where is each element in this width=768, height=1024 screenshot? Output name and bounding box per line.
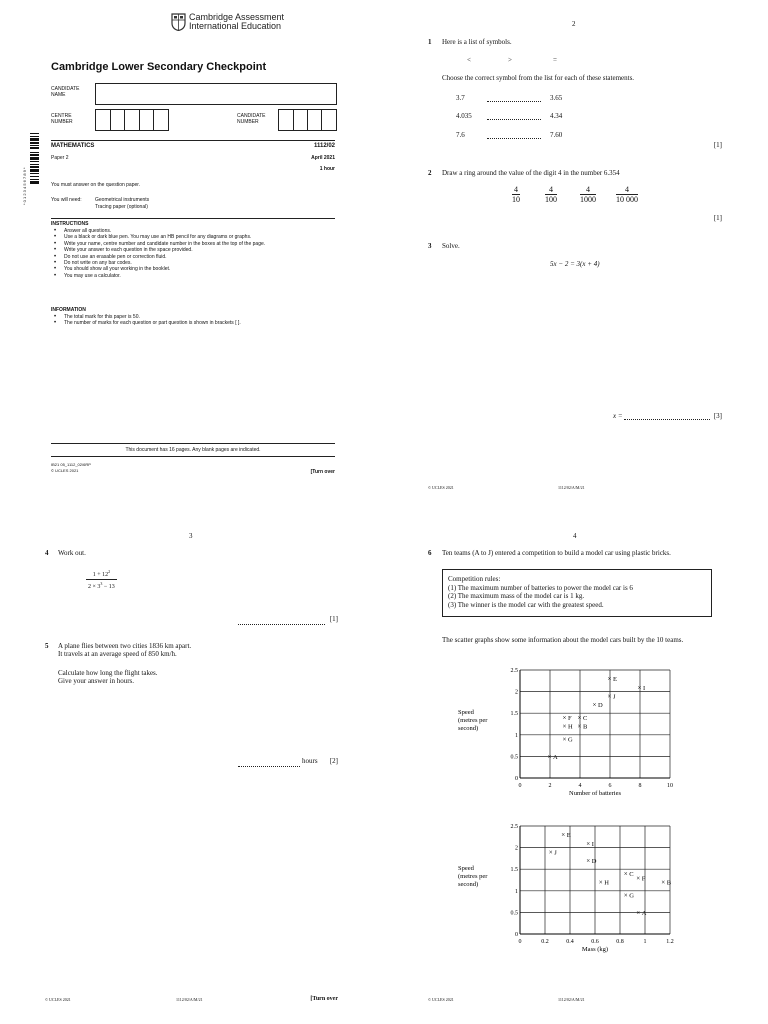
marks: [1]	[713, 141, 722, 149]
data-point-label: C	[629, 871, 634, 879]
statement-right: 3.65	[550, 94, 563, 102]
turn-over: [Turn over	[310, 469, 335, 475]
barcode-bar	[30, 179, 39, 180]
equation: 5x − 2 = 3(x + 4)	[550, 260, 600, 268]
information-heading: INFORMATION	[51, 307, 86, 313]
instructions-list	[51, 228, 335, 279]
answer-line[interactable]	[238, 766, 300, 767]
footer-copyright: © UCLES 2021	[428, 485, 454, 490]
y-tick-label: 1	[515, 732, 518, 739]
instruction-item: • Answer all questions.	[51, 228, 335, 234]
marks: [2]	[329, 757, 338, 765]
statement-right: 7.60	[550, 131, 563, 139]
answer-line[interactable]	[238, 624, 325, 625]
question-text: Solve.	[442, 242, 460, 250]
symbol-less-than: <	[467, 56, 471, 64]
x-tick-label: 1	[643, 939, 647, 945]
divider	[51, 456, 335, 457]
data-point-label: J	[613, 693, 616, 701]
barcode-bar	[30, 166, 39, 168]
statement-left: 3.7	[456, 94, 465, 102]
duration: 1 hour	[319, 166, 335, 172]
answer-line[interactable]	[487, 101, 541, 102]
footer-code: 1112/02/A/M/21	[176, 997, 203, 1002]
data-point-a: ×	[636, 908, 641, 917]
data-point-label: B	[666, 879, 672, 887]
question-page-3	[0, 512, 384, 1024]
footer-code: 1112/02/A/M/21	[558, 485, 585, 490]
y-axis-label: Speed	[458, 709, 474, 716]
graphs-intro: The scatter graphs show some information about the model cars built by the 10 teams.	[442, 636, 684, 644]
marks: [1]	[329, 615, 338, 623]
data-point-label: E	[613, 676, 617, 684]
data-point-j: ×	[607, 692, 612, 701]
instructions-heading: INSTRUCTIONS	[51, 221, 89, 227]
barcode	[30, 133, 39, 207]
page-number: 3	[189, 532, 193, 540]
divider	[51, 443, 335, 444]
question-number: 4	[45, 549, 49, 557]
question-number: 2	[428, 169, 432, 177]
data-point-label: F	[641, 875, 646, 883]
statement-right: 4.34	[550, 112, 563, 120]
data-point-i: ×	[586, 839, 591, 848]
exam-title: Cambridge Lower Secondary Checkpoint	[51, 61, 267, 73]
copyright: © UCLES 2021	[51, 468, 79, 473]
reference-code: IB21 05_1112_02/6RP	[51, 462, 91, 467]
paper-number: Paper 2	[51, 155, 69, 161]
data-point-label: A	[641, 909, 647, 917]
barcode-bar	[30, 157, 39, 160]
question-number: 6	[428, 549, 432, 557]
fraction-option[interactable]: $\frac{4}{10}$	[512, 185, 520, 204]
x-tick-label: 2	[548, 783, 552, 789]
information-list	[51, 314, 335, 327]
instruction-item: • Use a black or dark blue pen. You may use an HB pencil for any diagrams or graphs.	[51, 234, 335, 240]
y-tick-label: 2.5	[510, 824, 518, 830]
data-point-label: B	[583, 723, 588, 731]
exam-date: April 2021	[311, 155, 335, 161]
data-point-label: D	[598, 702, 603, 710]
barcode-bar	[30, 154, 39, 156]
x-tick-label: 10	[667, 783, 673, 789]
page-number: 2	[572, 20, 576, 28]
data-point-e: ×	[561, 831, 566, 840]
data-point-d: ×	[586, 857, 591, 866]
cover-page	[0, 0, 384, 512]
data-point-i: ×	[637, 683, 642, 692]
question-text: Draw a ring around the value of the digit 4 in the number 6.354	[442, 169, 620, 177]
information-item: • The total mark for this paper is 50.	[51, 314, 335, 320]
symbol-greater-than: >	[508, 56, 512, 64]
fraction-option[interactable]: $\frac{4}{1000}$	[580, 185, 596, 204]
cambridge-logo-icon	[171, 13, 186, 31]
barcode-bar	[30, 176, 39, 177]
centre-number-label: CENTRE NUMBER	[51, 113, 73, 125]
footer-copyright: © UCLES 2021	[45, 997, 71, 1002]
data-point-label: F	[568, 715, 572, 723]
instruction-item: • Do not write on any bar codes.	[51, 260, 335, 266]
rules-text: Competition rules: (1) The maximum number of batteries to power the model car is 6 (2) The maximum mass of the model car is 1 kg. (3) The winner is the model car with the greatest speed.	[448, 575, 633, 609]
data-point-f: ×	[636, 874, 641, 883]
fraction-option[interactable]: $\frac{4}{10 000}$	[616, 185, 638, 204]
data-point-b: ×	[661, 878, 666, 887]
x-tick-label: 0.8	[616, 939, 624, 945]
answer-label: x =	[613, 412, 623, 420]
expression-fraction: $\frac{1 + 12^2}{2 \times 3^3 - 13}$	[88, 569, 115, 590]
data-point-label: D	[591, 858, 597, 866]
y-tick-label: 2.5	[510, 668, 518, 674]
barcode-bar	[30, 161, 39, 162]
data-point-c: ×	[623, 870, 628, 879]
instruction-item: • You may use a calculator.	[51, 273, 335, 279]
candidate-number-field[interactable]	[278, 109, 337, 131]
x-tick-label: 0.6	[591, 939, 599, 945]
subject: MATHEMATICS	[51, 143, 95, 149]
barcode-bar	[30, 133, 39, 134]
answer-unit: hours	[302, 757, 318, 765]
y-axis-label: second)	[458, 725, 479, 732]
data-point-g: ×	[623, 891, 628, 900]
question-instruction: Choose the correct symbol from the list for each of these statements.	[442, 74, 635, 82]
y-tick-label: 0.5	[510, 910, 518, 917]
candidate-number-label: CANDIDATE NUMBER	[237, 113, 266, 125]
footer-copyright: © UCLES 2021	[428, 997, 454, 1002]
barcode-bar	[30, 147, 39, 149]
data-point-label: G	[629, 892, 634, 900]
data-point-label: A	[553, 753, 558, 761]
barcode-bar	[30, 173, 39, 174]
data-point-h: ×	[598, 878, 603, 887]
y-axis-label: (metres per	[458, 717, 488, 724]
data-point-label: J	[554, 849, 557, 857]
data-point-c: ×	[577, 714, 582, 723]
question-page-2	[384, 0, 768, 512]
page-number: 4	[573, 532, 577, 540]
question-page-4	[384, 512, 768, 1024]
instruction-item: • Write your name, centre number and candidate number in the boxes at the top of the page.	[51, 241, 335, 247]
y-tick-label: 0.5	[510, 754, 518, 761]
candidate-name-label: CANDIDATE NAME	[51, 86, 80, 98]
you-need-label: You will need:	[51, 197, 82, 203]
y-axis-label: (metres per	[458, 873, 488, 880]
x-tick-label: 0	[518, 783, 522, 789]
question-number: 1	[428, 38, 432, 46]
y-tick-label: 1.5	[510, 867, 518, 874]
instruction-item: • Do not use an erasable pen or correction fluid.	[51, 254, 335, 260]
data-point-h: ×	[562, 722, 567, 731]
marks: [1]	[713, 214, 722, 222]
instruction-item: • You should show all your working in the booklet.	[51, 266, 335, 272]
brand-line-1: Cambridge Assessment	[189, 12, 285, 22]
data-point-e: ×	[607, 675, 612, 684]
barcode-text: * 0 1 2 3 4 5 6 7 8 9 *	[22, 167, 27, 205]
must-answer-note: You must answer on the question paper.	[51, 182, 141, 188]
data-point-a: ×	[547, 752, 552, 761]
statement-left: 4.035	[456, 112, 472, 120]
question-text: Here is a list of symbols.	[442, 38, 512, 46]
question-text: Work out.	[58, 549, 86, 557]
x-tick-label: 0.4	[566, 939, 574, 945]
y-tick-label: 1	[515, 888, 518, 895]
data-point-label: E	[566, 832, 571, 840]
brand-line-2: International Education	[189, 21, 282, 31]
data-point-label: I	[591, 840, 594, 848]
y-tick-label: 0	[515, 776, 518, 782]
data-point-d: ×	[592, 701, 597, 710]
data-point-label: C	[583, 715, 588, 723]
need-item: Tracing paper (optional)	[95, 204, 148, 210]
information-item: • The number of marks for each question or part question is shown in brackets [ ].	[51, 320, 335, 326]
y-axis-label: Speed	[458, 865, 474, 872]
page-count-note: This document has 16 pages. Any blank pages are indicated.	[125, 447, 261, 453]
question-number: 3	[428, 242, 432, 250]
x-tick-label: 0.2	[541, 939, 549, 945]
scatter-chart-batteries	[458, 662, 688, 812]
barcode-bar	[30, 164, 39, 165]
data-point-label: I	[643, 684, 646, 692]
answer-line[interactable]	[487, 119, 541, 120]
x-tick-label: 4	[578, 783, 582, 789]
data-point-label: H	[604, 879, 609, 887]
data-point-j: ×	[548, 848, 553, 857]
scatter-chart-mass	[458, 818, 688, 968]
data-point-f: ×	[562, 714, 567, 723]
barcode-bar	[30, 138, 39, 141]
y-tick-label: 2	[515, 689, 518, 696]
symbol-equals: =	[553, 56, 557, 64]
y-tick-label: 0	[515, 932, 518, 938]
divider	[51, 218, 335, 219]
question-text: A plane flies between two cities 1836 km apart. It travels at an average speed of 850 km/h.	[58, 642, 192, 658]
data-point-label: G	[568, 736, 573, 744]
y-tick-label: 2	[515, 845, 518, 852]
answer-line[interactable]	[624, 419, 710, 420]
answer-line[interactable]	[487, 138, 541, 139]
barcode-bar	[30, 181, 39, 184]
data-point-label: H	[568, 723, 573, 731]
y-tick-label: 1.5	[510, 711, 518, 718]
fraction-option[interactable]: $\frac{4}{100}$	[545, 185, 557, 204]
statement-left: 7.6	[456, 131, 465, 139]
footer-code: 1112/02/A/M/21	[558, 997, 585, 1002]
barcode-bar	[30, 152, 39, 153]
x-axis-label: Number of batteries	[569, 790, 621, 797]
barcode-bar	[30, 169, 39, 172]
barcode-bar	[30, 142, 39, 144]
x-tick-label: 1.2	[666, 939, 674, 945]
candidate-name-field[interactable]	[95, 83, 337, 105]
marks: [3]	[713, 412, 722, 420]
x-tick-label: 0	[518, 939, 522, 945]
question-text: Ten teams (A to J) entered a competition to build a model car using plastic bricks.	[442, 549, 671, 557]
question-number: 5	[45, 642, 49, 650]
divider	[51, 140, 335, 141]
y-axis-label: second)	[458, 881, 479, 888]
data-point-b: ×	[577, 722, 582, 731]
x-tick-label: 8	[638, 783, 642, 789]
competition-rules-box	[442, 569, 712, 617]
turn-over: [Turn over	[310, 996, 338, 1002]
question-text: Calculate how long the flight takes. Give your answer in hours.	[58, 669, 158, 685]
barcode-bar	[30, 145, 39, 146]
x-tick-label: 6	[608, 783, 612, 789]
need-item: Geometrical instruments	[95, 197, 150, 203]
paper-code: 1112/02	[313, 143, 335, 149]
instruction-item: • Write your answer to each question in the space provided.	[51, 247, 335, 253]
centre-number-field[interactable]	[95, 109, 169, 131]
x-axis-label: Mass (kg)	[581, 946, 609, 953]
data-point-g: ×	[562, 735, 567, 744]
barcode-bar	[30, 136, 39, 137]
